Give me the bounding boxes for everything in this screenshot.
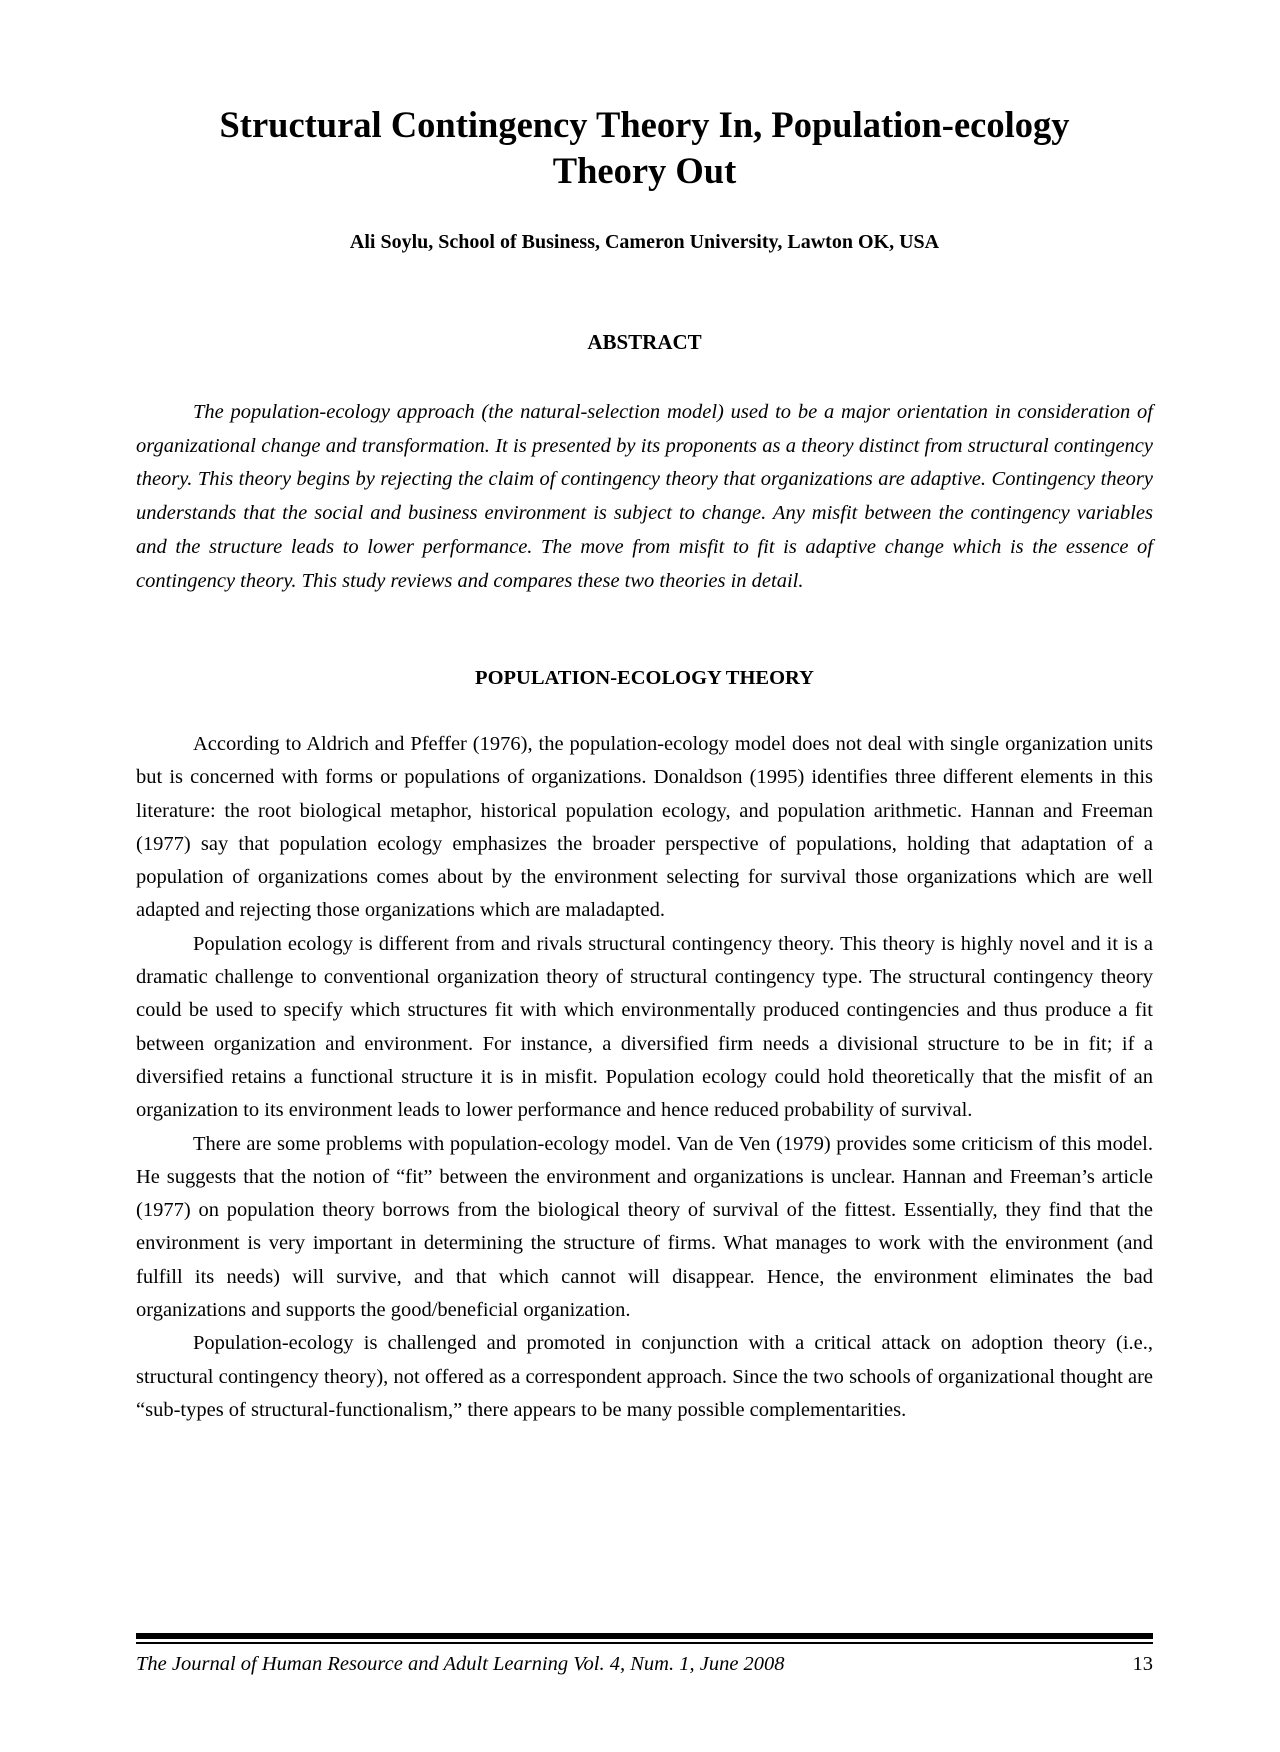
footer-rule-thin [136, 1642, 1153, 1644]
paper-title-line-1: Structural Contingency Theory In, Population-ecology [219, 104, 1070, 145]
abstract-heading: ABSTRACT [587, 330, 702, 354]
footer-rule-thick [136, 1633, 1153, 1639]
author-affiliation: Ali Soylu, School of Business, Cameron University, Lawton OK, USA [349, 231, 940, 253]
body-paragraph-1: According to Aldrich and Pfeffer (1976), the population-ecology model does not deal with single organization units but is concerned with forms or populations of organizations. Donaldson (1995) identifies three different elements in this literature: the root biological metaphor, historical population ecology, and population arithmetic. Hannan and Freeman (1977) say that population ecology emphasizes the broader perspective of populations, holding that adaptation of a population of organizations comes about by the environment selecting for survival those organizations which are well adapted and rejecting those organizations which are maladapted. [136, 733, 1153, 922]
footer-journal-citation: The Journal of Human Resource and Adult Learning Vol. 4, Num. 1, June 2008 [136, 1653, 785, 1675]
body-paragraph-3: There are some problems with population-ecology model. Van de Ven (1979) provides some criticism of this model. He suggests that the notion of “fit” between the environment and organizations is unclear. Hannan and Freeman’s article (1977) on population theory borrows from the biological theory of survival of the fittest. Essentially, they find that the environment is very important in determining the structure of firms. What manages to work with the environment (and fulfill its needs) will survive, and that which cannot will disappear. Hence, the environment eliminates the bad organizations and supports the good/beneficial organization. [136, 1132, 1153, 1322]
abstract-text: The population-ecology approach (the natural-selection model) used to be a major orientation in consideration of organizational change and transformation. It is presented by its proponents as a theory distinct from structural contingency theory. This theory begins by rejecting the claim of contingency theory that organizations are adaptive. Contingency theory understands that the social and business environment is subject to change. Any misfit between the contingency variables and the structure leads to lower performance. The move from misfit to fit is adaptive change which is the essence of contingency theory. This study reviews and compares these two theories in detail. [136, 401, 1153, 592]
paper-title [136, 102, 1153, 194]
body-paragraph-2: Population ecology is different from and rivals structural contingency theory. This theory is highly novel and it is a dramatic challenge to conventional organization theory of structural contingency type. The structural contingency theory could be used to specify which structures fit with which environmentally produced contingencies and thus produce a fit between organization and environment. For instance, a diversified firm needs a divisional structure to be in fit; if a diversified retains a functional structure it is in misfit. Population ecology could hold theoretically that the misfit of an organization to its environment leads to lower performance and hence reduced probability of survival. [136, 932, 1153, 1122]
footer-page-number: 13 [1132, 1653, 1153, 1675]
section-body [136, 728, 1153, 1427]
paper-title-line-2: Theory Out [552, 150, 737, 191]
body-paragraph-4: Population-ecology is challenged and promoted in conjunction with a critical attack on adoption theory (i.e., structural contingency theory), not offered as a correspondent approach. Since the two schools of organizational thought are “sub-types of structural-functionalism,” there appears to be many possible complementarities. [136, 1332, 1153, 1421]
section-heading: POPULATION-ECOLOGY THEORY [475, 667, 814, 689]
paper-page [136, 0, 1153, 1752]
